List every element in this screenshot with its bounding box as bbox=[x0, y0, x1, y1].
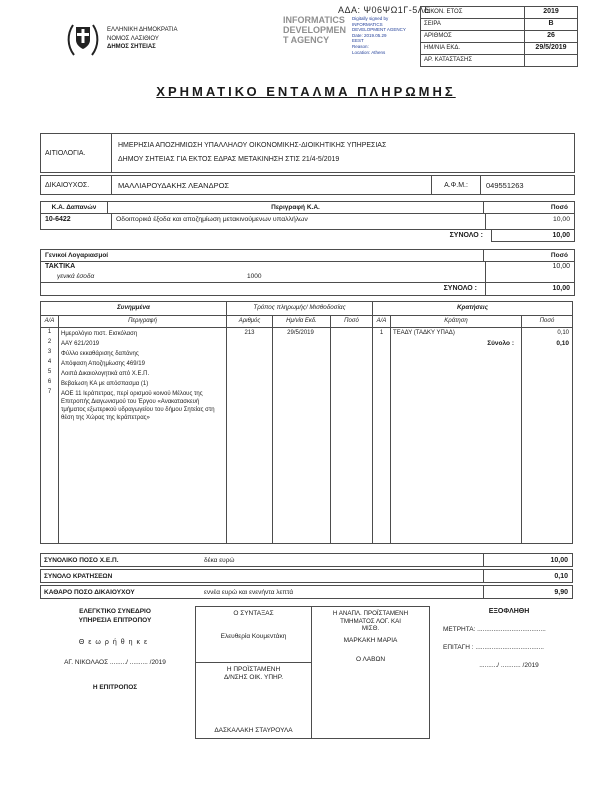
sig-detail-line: DEVELOPMENT AGENCY bbox=[352, 27, 406, 33]
meta-value: 2019 bbox=[543, 8, 559, 15]
deputy-title-3: ΜΙΣΘ. bbox=[361, 625, 380, 632]
dikaiouchos-box bbox=[40, 175, 575, 195]
meta-value bbox=[525, 55, 577, 66]
deductions-subheader bbox=[373, 316, 572, 328]
ka-description: Οδοιπορικά έξοδα και αποζημίωση μετακινούμενων υπαλλήλων bbox=[112, 214, 486, 229]
attachment-desc: Φύλλο εκκαθάρισης δαπάνης bbox=[61, 350, 139, 357]
ka-header-desc: Περιγραφή Κ.Α. bbox=[108, 202, 484, 213]
meta-label: ΑΡΙΘΜΟΣ bbox=[421, 31, 525, 42]
accounts-table bbox=[40, 249, 575, 296]
ka-total-label: ΣΥΝΟΛΟ : bbox=[449, 232, 483, 239]
ada-code: ΑΔΑ: Ψ06ΨΩ1Γ-5ΛΕ bbox=[338, 5, 431, 15]
deductions-total-row bbox=[373, 338, 572, 349]
deductions-col-aa: Α/Α bbox=[373, 316, 391, 327]
attachment-aa: 1 bbox=[47, 329, 52, 335]
payment-divider-1 bbox=[272, 328, 273, 543]
attachments-col-aa: Α/Α bbox=[41, 316, 59, 327]
deduction-aa: 1 bbox=[379, 329, 384, 336]
attachment-row bbox=[41, 388, 226, 422]
deputy-title-2: ΤΜΗΜΑΤΟΣ ΛΟΓ. ΚΑΙ bbox=[340, 618, 401, 625]
recipient-label: Ο ΛΑΒΩΝ bbox=[355, 656, 386, 663]
preparer-title: Ο ΣΥΝΤΑΞΑΣ bbox=[233, 610, 274, 617]
authority-line-3: ΔΗΜΟΣ ΣΗΤΕΙΑΣ bbox=[107, 44, 156, 50]
ka-total-amount: 10,00 bbox=[491, 229, 575, 242]
payment-receipt-block bbox=[443, 608, 575, 669]
attachment-desc: Λοιπά Δικαιολογητικά από Χ.Ε.Π. bbox=[61, 370, 150, 377]
sig-detail-line: Date: 2019.05.29 bbox=[352, 32, 387, 38]
attachment-aa: 5 bbox=[47, 369, 52, 375]
summary-row-total bbox=[40, 553, 573, 567]
audit-court-block bbox=[40, 607, 190, 691]
deductions-col-name: Κράτηση bbox=[391, 316, 522, 327]
accounts-group-row bbox=[41, 262, 574, 272]
authority-line-1: ΕΛΛΗΝΙΚΗ ΔΗΜΟΚΡΑΤΙΑ bbox=[107, 27, 178, 33]
sig-detail-line: INFORMATICS bbox=[352, 21, 383, 27]
meta-value: 29/5/2019 bbox=[535, 44, 567, 51]
head-name: ΔΑΣΚΑΛΑΚΗ ΣΤΑΥΡΟΥΛΑ bbox=[214, 727, 293, 734]
summary-amount: 0,10 bbox=[483, 570, 572, 582]
preparer-signature-box bbox=[195, 606, 312, 739]
head-department: Δ/ΝΣΗΣ ΟΙΚ. ΥΠΗΡ. bbox=[223, 674, 284, 681]
deputy-title-1: Η ΑΝΑΠΛ. ΠΡΟΪΣΤΑΜΕΝΗ bbox=[332, 610, 409, 617]
attachments-title: Συνημμένα bbox=[41, 302, 226, 316]
meta-row-arithmos bbox=[421, 31, 577, 43]
court-line-1: ΕΛΕΓΚΤΙΚΟ ΣΥΝΕΔΡΙΟ bbox=[79, 608, 151, 615]
accounts-header-label: Γενικοί Λογαριασμοί bbox=[45, 252, 109, 259]
meta-label: ΑΡ. ΚΑΤΑΣΤΑΣΗΣ bbox=[421, 55, 525, 66]
attachment-desc: Απόφαση Αποζημίωσης 469/19 bbox=[61, 360, 145, 367]
summary-words bbox=[194, 570, 483, 582]
summary-label: ΚΑΘΑΡΟ ΠΟΣΟ ΔΙΚΑΙΟΥΧΟΥ bbox=[44, 589, 135, 596]
sig-detail-line: Digitally signed by bbox=[352, 16, 389, 21]
summary-amount: 10,00 bbox=[483, 554, 572, 566]
payment-body bbox=[227, 328, 372, 543]
header-authority-block bbox=[66, 22, 177, 63]
attachment-row bbox=[41, 368, 226, 378]
attachment-aa: 6 bbox=[47, 379, 52, 385]
court-role: Η ΕΠΙΤΡΟΠΟΣ bbox=[92, 684, 138, 691]
accounts-total-row bbox=[41, 282, 574, 295]
attachment-desc: Βεβαίωση ΚΑ με απόσπασμα (1) bbox=[61, 380, 149, 387]
attachments-divider bbox=[58, 328, 59, 543]
court-line-2: ΥΠΗΡΕΣΙΑ ΕΠΙΤΡΟΠΟΥ bbox=[78, 617, 152, 624]
sig-detail-line: EEST bbox=[352, 38, 364, 44]
attachment-row bbox=[41, 358, 226, 368]
dikaiouchos-label: ΔΙΚΑΙΟΥΧΟΣ. bbox=[41, 176, 112, 194]
greek-coat-of-arms-icon bbox=[66, 22, 100, 63]
meta-value: 26 bbox=[547, 32, 555, 39]
ka-header-code: Κ.Α. Δαπανών bbox=[41, 202, 108, 213]
aitiologia-box bbox=[40, 133, 575, 173]
aitiologia-line-1: ΗΜΕΡΗΣΙΑ ΑΠΟΖΗΜΙΩΣΗ ΥΠΑΛΛΗΛΟΥ ΟΙΚΟΝΟΜΙΚΗΣ-ΔΙΟΙΚΗΤΙΚΗΣ ΥΠΗΡΕΣΙΑΣ bbox=[118, 142, 387, 149]
accounts-total-label: ΣΥΝΟΛΟ : bbox=[443, 285, 477, 292]
paid-title: ΕΞΟΦΛΗΘΗ bbox=[488, 608, 530, 615]
ka-header-row bbox=[41, 202, 574, 214]
accounts-header-poso: Ποσό bbox=[483, 250, 574, 261]
authority-line-2: ΝΟΜΟΣ ΛΑΣΙΘΙΟΥ bbox=[107, 35, 159, 42]
deduction-row bbox=[373, 328, 572, 338]
accounts-header-row bbox=[41, 250, 574, 262]
attachment-aa: 7 bbox=[47, 389, 52, 395]
accounts-sub-desc: γενικά έσοδα bbox=[57, 273, 95, 280]
attachments-payments-deductions-table bbox=[40, 301, 573, 544]
summary-label: ΣΥΝΟΛΟ ΚΡΑΤΗΣΕΩΝ bbox=[44, 573, 113, 580]
meta-label: ΗΜ/ΝΙΑ ΕΚΔ. bbox=[421, 43, 525, 54]
ka-amount: 10,00 bbox=[552, 216, 570, 223]
sig-detail-line: Location: Athens bbox=[352, 49, 386, 55]
deductions-divider-2 bbox=[521, 328, 522, 543]
summary-words: δέκα ευρώ bbox=[204, 557, 235, 564]
payment-subheader bbox=[227, 316, 372, 328]
payment-number: 213 bbox=[244, 329, 255, 336]
deductions-title: Κρατήσεις bbox=[373, 302, 572, 316]
meta-value: Β bbox=[548, 20, 554, 27]
attachment-row bbox=[41, 328, 226, 338]
agency-line-3: T AGENCY bbox=[283, 35, 330, 45]
meta-row-seira bbox=[421, 19, 577, 31]
meta-row-imnia bbox=[421, 43, 577, 55]
cheque-line: ΕΠΙΤΑΓΗ : ...................................... bbox=[443, 644, 544, 651]
accounts-total-amount: 10,00 bbox=[485, 283, 574, 295]
meta-label: ΟΙΚΟΝ. ΕΤΟΣ bbox=[421, 7, 525, 18]
attachments-col-desc: Περιγραφή bbox=[128, 318, 157, 324]
signature-details bbox=[352, 15, 410, 55]
agency-line-1: INFORMATICS bbox=[283, 15, 345, 25]
receipt-date-line: ........../ ........... /2019 bbox=[479, 662, 539, 669]
deductions-body bbox=[373, 328, 572, 543]
ka-table bbox=[40, 201, 575, 230]
deductions-total-label: Σύνολο : bbox=[487, 340, 514, 347]
accounts-sub-code: 1000 bbox=[247, 273, 262, 280]
deduction-name: ΤΕΑΔΥ (ΤΑΔΚΥ ΥΠΑΔ) bbox=[393, 329, 455, 336]
afm-value: 049551263 bbox=[480, 176, 574, 194]
court-place-date: ΑΓ. ΝΙΚΟΛΑΟΣ ........./ .......... /2019 bbox=[64, 659, 166, 666]
authority-lines bbox=[107, 22, 177, 52]
deputy-name: ΜΑΡΚΑΚΗ ΜΑΡΙΑ bbox=[343, 637, 398, 644]
payment-divider-2 bbox=[330, 328, 331, 543]
attachments-subheader bbox=[41, 316, 226, 328]
signature-agency-name bbox=[283, 15, 347, 55]
summary-words: εννέα ευρώ και ενενήντα λεπτά bbox=[204, 589, 294, 596]
ka-header-poso: Ποσό bbox=[550, 204, 568, 211]
summary-amount: 9,90 bbox=[483, 586, 572, 598]
meta-row-katastasis bbox=[421, 55, 577, 66]
attachment-aa: 4 bbox=[47, 359, 52, 365]
payment-title: Τρόπος πληρωμής/ Μισθοδοσίας bbox=[227, 302, 372, 316]
payment-amount bbox=[329, 328, 372, 338]
attachment-aa: 2 bbox=[47, 339, 52, 345]
attachment-row bbox=[41, 348, 226, 358]
aitiologia-text bbox=[112, 134, 574, 172]
payment-row bbox=[227, 328, 372, 338]
attachment-desc: ΑΑΥ 621/2019 bbox=[61, 340, 100, 347]
attachment-aa: 3 bbox=[47, 349, 52, 355]
payment-column bbox=[227, 302, 373, 543]
accounts-group-name: ΤΑΚΤΙΚΑ bbox=[45, 263, 76, 270]
aitiologia-label: ΑΙΤΙΟΛΟΓΙΑ. bbox=[41, 134, 112, 172]
sig-detail-line: Reason: bbox=[352, 43, 369, 49]
attachments-column bbox=[41, 302, 227, 543]
accounts-group-amount: 10,00 bbox=[485, 262, 574, 272]
preparer-name: Ελευθερία Κουμεντάκη bbox=[220, 633, 287, 640]
meta-row-etos bbox=[421, 7, 577, 19]
cash-line: ΜΕΤΡΗΤΑ: ...................................... bbox=[443, 626, 546, 633]
deputy-head-signature-box bbox=[311, 606, 430, 739]
ka-data-row bbox=[41, 214, 574, 229]
beneficiary-name: ΜΑΛΛΙΑΡΟΥΔΑΚΗΣ ΛΕΑΝΔΡΟΣ bbox=[118, 180, 230, 190]
aitiologia-line-2: ΔΗΜΟΥ ΣΗΤΕΙΑΣ ΓΙΑ ΕΚΤΟΣ ΕΔΡΑΣ ΜΕΤΑΚΙΝΗΣΗ ΣΤΙΣ 21/4-5/2019 bbox=[118, 155, 340, 163]
attachment-desc: Ημερολόγιο πιστ. Εισκόλαση bbox=[61, 330, 138, 337]
payment-col-date: Ημ/νία Εκδ. bbox=[273, 316, 331, 327]
ka-code: 10-6422 bbox=[41, 214, 112, 229]
summary-row-deductions bbox=[40, 569, 573, 583]
payment-date: 29/5/2019 bbox=[287, 329, 314, 336]
theorithike-text: Θεωρήθηκε bbox=[78, 639, 152, 646]
ka-total-row bbox=[450, 229, 575, 242]
attachment-desc: ΑΟΕ 11 Ιεράπετρας, περί ορισμού κοινού Μέλους της Επιτροπής Διαγωνισμού του Έργου «Ανακατασκευή τμήματος εξωτερικού υδραγωγείου του δήμου Σητείας στη θέση της Χώρας της Ιεράπετρας» bbox=[61, 390, 215, 421]
document-meta-table bbox=[420, 6, 578, 67]
deductions-divider-1 bbox=[390, 328, 391, 543]
deduction-amount: 0,10 bbox=[557, 329, 569, 336]
attachments-body bbox=[41, 328, 226, 543]
accounts-sub-amount bbox=[485, 272, 574, 282]
deductions-column bbox=[373, 302, 572, 543]
attachment-row bbox=[41, 338, 226, 348]
payment-col-poso: Ποσό bbox=[344, 318, 359, 324]
meta-label: ΣΕΙΡΑ bbox=[421, 19, 525, 30]
summary-label: ΣΥΝΟΛΙΚΟ ΠΟΣΟ Χ.Ε.Π. bbox=[44, 557, 119, 564]
digital-signature-stamp bbox=[283, 15, 410, 55]
afm-label: Α.Φ.Μ.: bbox=[431, 176, 480, 194]
attachment-row bbox=[41, 378, 226, 388]
payment-col-num: Αριθμός bbox=[227, 316, 273, 327]
deductions-col-poso: Ποσό bbox=[539, 318, 555, 324]
head-title: Η ΠΡΟΪΣΤΑΜΕΝΗ bbox=[196, 662, 311, 673]
accounts-sub-cell bbox=[41, 272, 485, 282]
accounts-sub-row bbox=[41, 272, 574, 282]
summary-row-net bbox=[40, 585, 573, 599]
page-title: ΧΡΗΜΑΤΙΚΟ ΕΝΤΑΛΜΑ ΠΛΗΡΩΜΗΣ bbox=[156, 84, 456, 99]
agency-line-2: DEVELOPMEN bbox=[283, 25, 347, 35]
deductions-total-amount: 0,10 bbox=[556, 340, 569, 347]
